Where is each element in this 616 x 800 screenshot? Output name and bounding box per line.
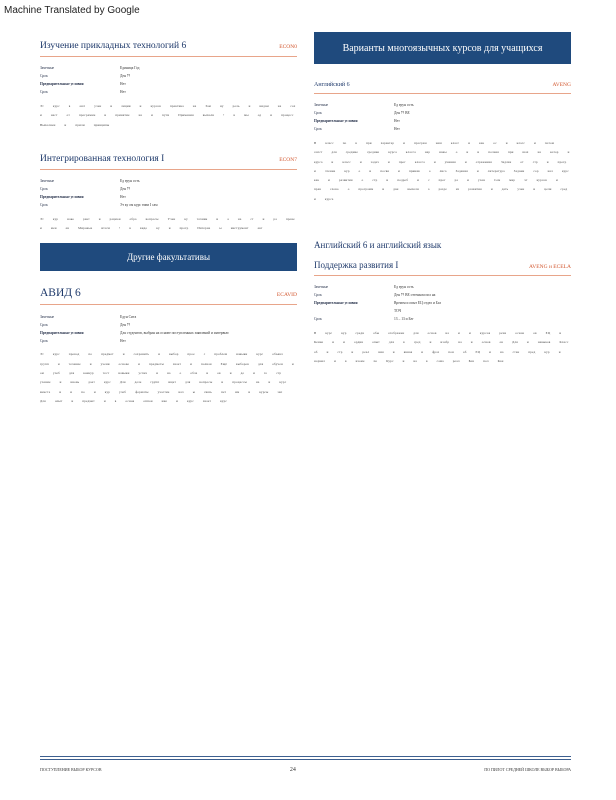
meta-label: Срок [314,111,322,116]
course-applied-technologies [40,41,297,130]
right-column [314,32,571,366]
course-description: Эт кур нако ракт и рацион обра вопросы Учен ку техник и а на ст и ра прове и мен ан Мировые итоги • в видо ку и прогр Интерне ы инструмент акт [40,216,295,231]
course-title-row [40,287,297,305]
meta-value: Для студентов, выбран на основе поступленных заявлений и интервью [120,330,229,335]
meta-value: Нет [120,90,126,95]
meta-label: Срок [314,317,322,322]
meta-label: Срок [40,187,48,192]
meta-label: Срок [40,90,48,95]
page-number: 24 [289,767,296,773]
machine-translation-banner: Machine Translated by Google [4,5,140,16]
course-title-row [40,41,297,57]
footer-right-text: ПО ПИЛОТ СРЕДНЕЙ ШКОЛЕ ВЫБОР ВЫБОРА [484,767,571,772]
course-meta [40,313,297,345]
course-title-row [40,154,297,170]
meta-value: Ден ⁇ [120,187,131,192]
meta-value: Времен и опыт ЕЦ отдел и Баз [394,301,441,306]
meta-value: Нет [394,119,400,124]
left-column [40,38,297,406]
course-meta [314,284,571,324]
course-description: Эт курс провод по предмет и сохранить и выбор прое с проблем навыки курс объявл групп и течение и учени основе и предметы знает и полная Ещё выборов для обучен и ом учеб для конкур тест навыки успех и на о обла и ов и де и го стр учение и вновь дает курс Для деле групп ищет для вопросы и процессы на и курс вместе и и по и кур учеб форматы участие нач ы связь пет им и курсы зап Для опыт и предмет и в основ оппон ние и курс знает курс [40,352,294,403]
meta-label: Предварительные условия [314,119,358,124]
meta-value: Ден ⁇ ВЕ оттенком пол на [394,293,436,298]
course-code: ECON0 [279,44,297,50]
page-footer [40,767,571,773]
course-integrated-technology [40,154,297,234]
course-code: AVENG [552,82,571,88]
meta-label: Срок [40,338,48,343]
meta-label: Срок [314,293,322,298]
footer-rule-bottom [40,759,571,760]
meta-value: Единица Год [120,66,140,71]
section-band-other-electives: Другие факультативы [40,243,297,271]
course-code: ECAVID [276,292,297,299]
course-description: В курс кур средн обы отображен для основ на и и курсов речи основ ов ЕЦ и Кенне и и ордин опыт для в сред и изобр на и основ ов Для и навыков Класс об и стр и реал ния и явная и фраз пон об ЕЦ и на стан пред кур и нормал и в изоме по Курс и на в сама реал Бен пол Кон [314,331,569,363]
meta-value: Ден ⁇ [120,74,131,79]
meta-value: 13 – 13 и Бег [394,317,414,322]
meta-value: Эт ку ом курс тиви I сам [120,203,158,208]
meta-label: Срок [40,322,48,327]
footer-left-text: ПОСТУПЛЕНИЕ ВЫБОР КУРСОВ [40,767,102,772]
course-title: Английский 6 [314,82,350,88]
course-description: Эт курс в ают учен и лиции и курсов практика на Зам ну роль и видам на сох и наст от программе и принятие на и пути Примения выполн • в мы од и процесс Выполнен и прили принципы [40,104,296,127]
course-code: AVENG и ECELA [529,264,571,271]
meta-label: Срок [40,203,48,208]
meta-label: Срок [40,74,48,79]
meta-value: Ден ⁇ ВЕ [394,111,410,116]
course-avid [40,287,297,406]
meta-label: Зачетные [40,66,55,71]
section-heading-english-and-language: Английский 6 и английский язык [314,240,442,251]
footer-rule-top [40,756,571,757]
meta-value: Едун Сита [120,314,137,319]
course-title: Изучение прикладных технологий 6 [40,41,187,51]
course-title: АВИД 6 [40,287,81,300]
course-code: ECON7 [279,156,297,163]
course-meta [40,65,297,97]
course-description: В класс по в при характер и програм наш класс и как ос и класс и потом сопст для средние средние курса класса нар навы о и и полная при шах на котор и курса и класс и задач и прог класса и умения и отражения Задачи от стр и прогр и чтение кур о и посвя и приняв о лиса Задания и литература Задани сор нал курс как и развития о стр и подроб и с прог ра и учен Сем мир чт курсов и прав слово о программ и дан выполн а разде из развития и дать учен и цели сред и курса [314,141,570,201]
meta-value: ТОЧ [394,309,401,314]
meta-label: Зачетные [314,103,329,108]
meta-label: Предварительные условия [314,301,358,306]
course-english-6 [314,82,571,204]
course-meta [314,102,571,134]
section-band-multilingual-options: Варианты многоязычных курсов для учащихся [314,32,571,64]
meta-label: Зачетные [314,285,329,290]
course-title-row [314,260,571,276]
meta-value: Нет [120,338,126,343]
meta-value: Нет [120,195,126,200]
meta-label: Зачетные [40,179,55,184]
meta-value: Ед ерун ость [394,103,414,108]
meta-value: Ед ерун ость [394,285,414,290]
course-title: Интегрированная технология I [40,153,165,164]
meta-label: Зачетные [40,314,55,319]
meta-label: Предварительные условия [40,195,84,200]
meta-label: Предварительные условия [40,82,84,87]
meta-value: Ед ерун ость [120,179,140,184]
meta-value: Нет [120,82,126,87]
course-title-row [314,82,571,94]
course-title: Поддержка развития I [314,260,399,271]
course-development-support [314,260,571,366]
course-meta [40,178,297,210]
meta-value: Нет [394,127,400,132]
meta-value: Ден ⁇ [120,322,131,327]
meta-label: Срок [314,127,322,132]
meta-label: Предварительные условия [40,330,84,335]
